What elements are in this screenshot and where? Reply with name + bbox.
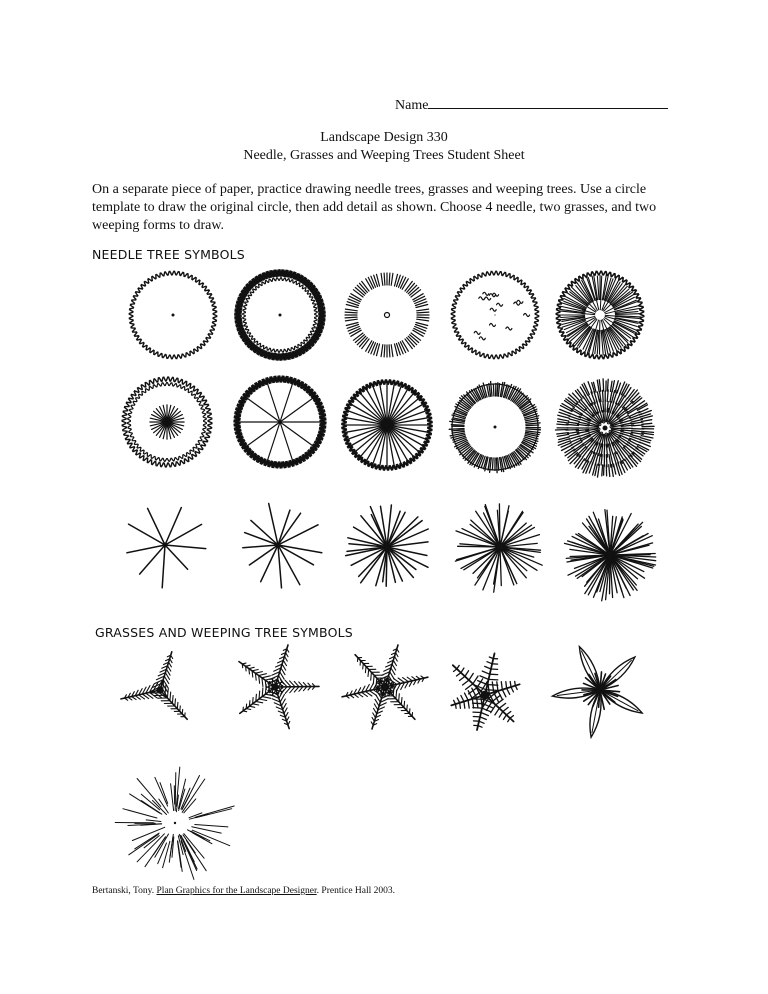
grass-symbol-1-5 [550,640,650,740]
name-field[interactable] [395,95,668,114]
name-blank-line[interactable] [428,95,668,109]
needle-symbol-2-3 [337,378,437,473]
weeping-symbol-2-4 [460,770,565,865]
sheet-title: Needle, Grasses and Weeping Trees Student Sheet [243,148,525,163]
grass-symbol-1-1 [115,648,205,733]
needle-symbol-2-1 [117,375,217,470]
grass-symbol-1-2 [225,642,325,732]
needle-symbol-3-5 [560,505,660,605]
needle-symbol-3-3 [337,500,437,595]
needle-symbol-2-2 [230,375,330,470]
needle-symbol-1-5 [550,268,650,363]
course-title: Landscape Design 330 [320,130,448,145]
grasses-section-heading: GRASSES AND WEEPING TREE SYMBOLS [95,625,353,640]
needle-symbol-2-5 [555,378,655,478]
needle-symbol-3-1 [115,500,215,590]
needle-symbol-1-4 [445,268,545,363]
weeping-symbol-2-2 [245,772,325,857]
needle-symbol-1-1 [123,270,223,360]
citation-publisher: . Prentice Hall 2003. [316,886,396,896]
needle-symbol-3-4 [450,500,550,595]
citation-book-title: Plan Graphics for the Landscape Designer [156,886,317,896]
citation-author: Bertanski, Tony. [92,886,157,896]
grass-symbol-1-4 [435,648,535,743]
grass-symbol-1-3 [335,640,435,735]
weeping-symbol-2-1 [110,768,240,878]
weeping-symbol-2-3 [347,768,442,873]
needle-symbol-2-4 [445,380,545,475]
name-label: Name [395,98,429,113]
needle-symbol-1-2 [230,270,330,360]
needle-symbol-1-3 [337,268,437,363]
needle-section-heading: NEEDLE TREE SYMBOLS [92,247,245,262]
citation [92,886,395,896]
instructions-text: On a separate piece of paper, practice drawing needle trees, grasses and weeping trees. Use a circle template to draw the original circle, then add detail as shown. Choose 4 needle, two grasses, and two weeping forms to draw. [92,182,657,233]
needle-symbol-3-2 [228,498,328,593]
